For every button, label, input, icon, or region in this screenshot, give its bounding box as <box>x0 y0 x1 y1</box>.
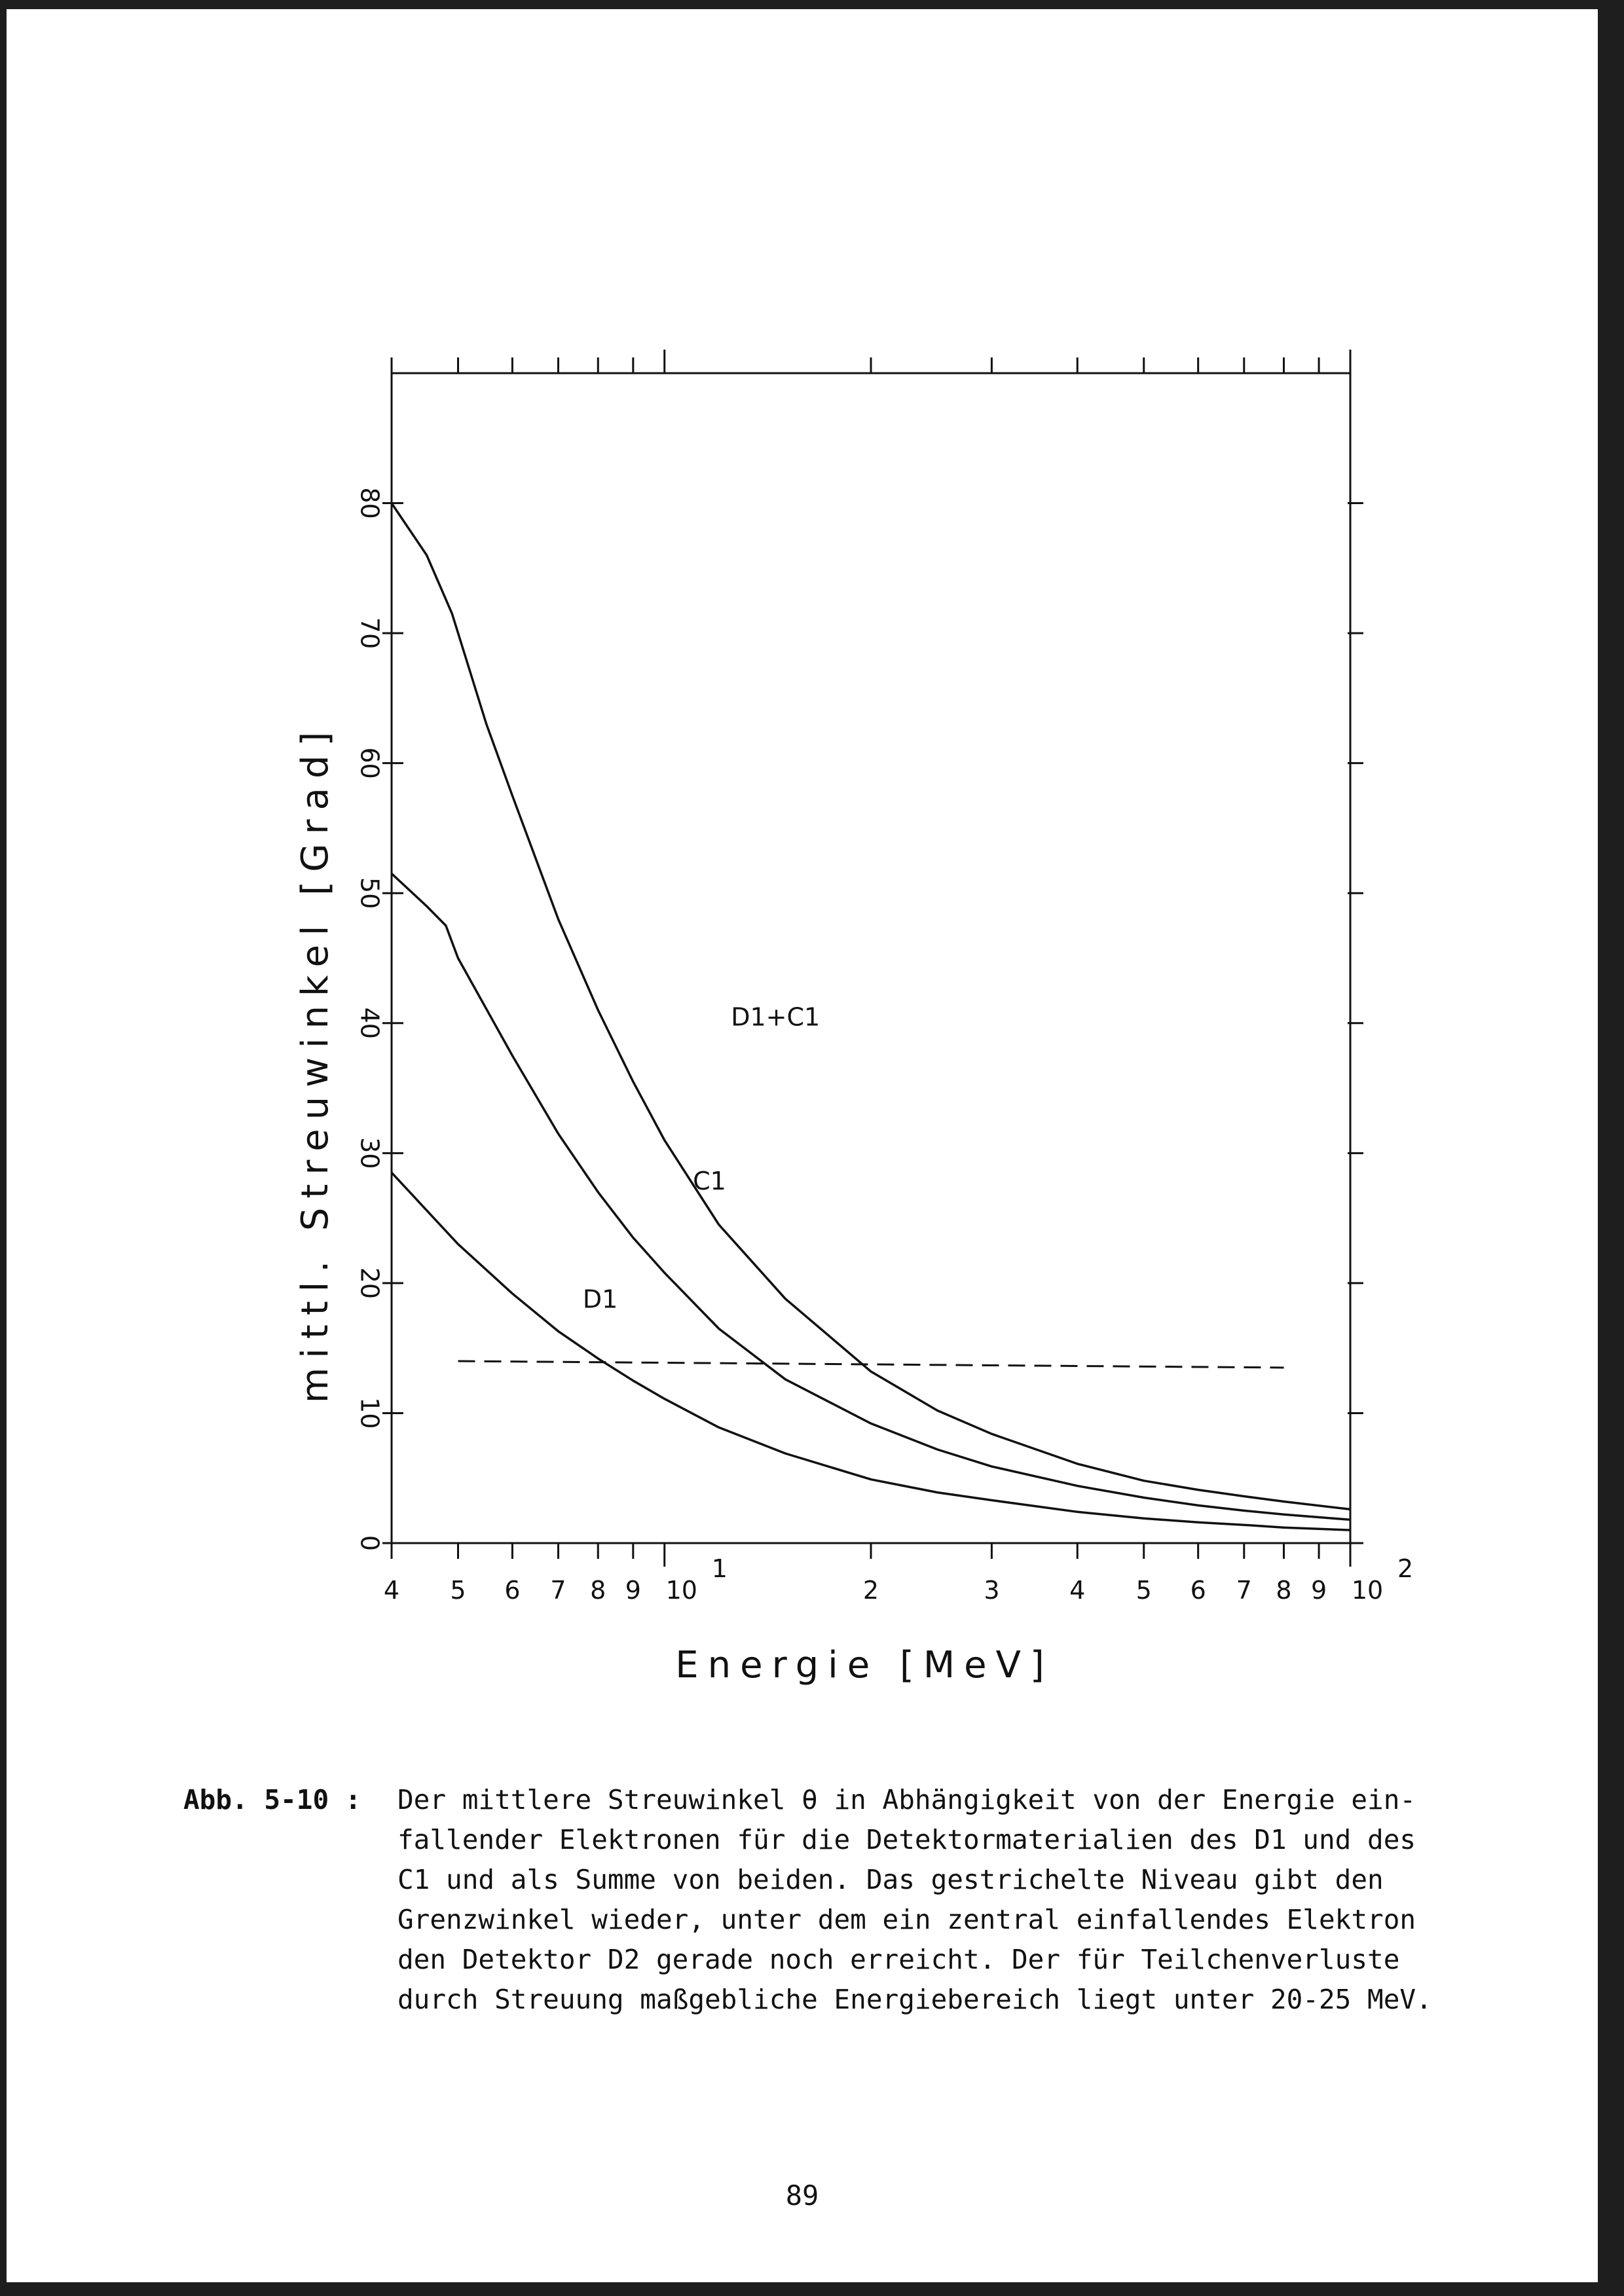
y-axis-title: mittl. Streuwinkel [Grad] <box>294 722 337 1404</box>
x-tick-label: 8 <box>1276 1576 1292 1605</box>
x-tick-exponent: 2 <box>1397 1554 1414 1583</box>
scattering-angle-chart <box>7 9 1598 1751</box>
document-page <box>7 9 1598 2282</box>
y-tick-label: 50 <box>355 877 384 909</box>
reference-dashed-line <box>458 1361 1283 1368</box>
series-line-d1 <box>392 1173 1350 1530</box>
series-line-c1 <box>392 873 1350 1520</box>
x-tick-label: 2 <box>862 1576 879 1605</box>
series-line-d1-plus-c1 <box>392 503 1350 1510</box>
x-tick-label: 5 <box>1135 1576 1152 1605</box>
x-tick-label: 7 <box>550 1576 566 1605</box>
x-tick-label: 6 <box>1190 1576 1206 1605</box>
y-tick-label: 40 <box>355 1007 384 1039</box>
page-number: 89 <box>785 2179 819 2212</box>
series-label: D1 <box>582 1285 618 1314</box>
series-label: D1+C1 <box>731 1002 821 1032</box>
x-tick-exponent: 1 <box>711 1554 728 1583</box>
y-tick-label: 0 <box>355 1535 384 1552</box>
y-tick-label: 20 <box>355 1267 384 1300</box>
x-tick-label: 7 <box>1236 1576 1252 1605</box>
series-label: C1 <box>693 1166 726 1195</box>
x-tick-label: 4 <box>1069 1576 1086 1605</box>
x-tick-label: 3 <box>984 1576 1000 1605</box>
x-tick-label: 9 <box>1310 1576 1327 1605</box>
caption-label: Abb. 5-10 : <box>183 1784 361 1815</box>
x-tick-label: 9 <box>625 1576 641 1605</box>
x-tick-label: 8 <box>590 1576 606 1605</box>
x-tick-label: 4 <box>383 1576 400 1605</box>
caption-text: Der mittlere Streuwinkel θ in Abhängigkeit von der Energie ein- fallender Elektronen für die Detektormaterialien des D1 und des C1 und als Summe von beiden. Das gestrichelte Niveau gibt den Grenzwinkel wieder, unter dem ein zentral einfallendes Elektron den Detektor D2 gerade noch erreicht. Der für Teilchenverluste durch Streuung maßgebliche Energiebereich liegt unter 20-25 MeV. <box>397 1784 1432 2015</box>
x-axis-title: Energie [MeV] <box>675 1644 1054 1686</box>
x-tick-label: 10 <box>665 1576 697 1605</box>
y-tick-label: 70 <box>355 617 384 649</box>
x-tick-label: 6 <box>504 1576 521 1605</box>
y-tick-label: 10 <box>355 1397 384 1429</box>
y-tick-label: 80 <box>355 487 384 519</box>
y-tick-label: 60 <box>355 747 384 779</box>
x-tick-label: 5 <box>450 1576 466 1605</box>
x-tick-label: 10 <box>1351 1576 1384 1605</box>
y-tick-label: 30 <box>355 1137 384 1169</box>
